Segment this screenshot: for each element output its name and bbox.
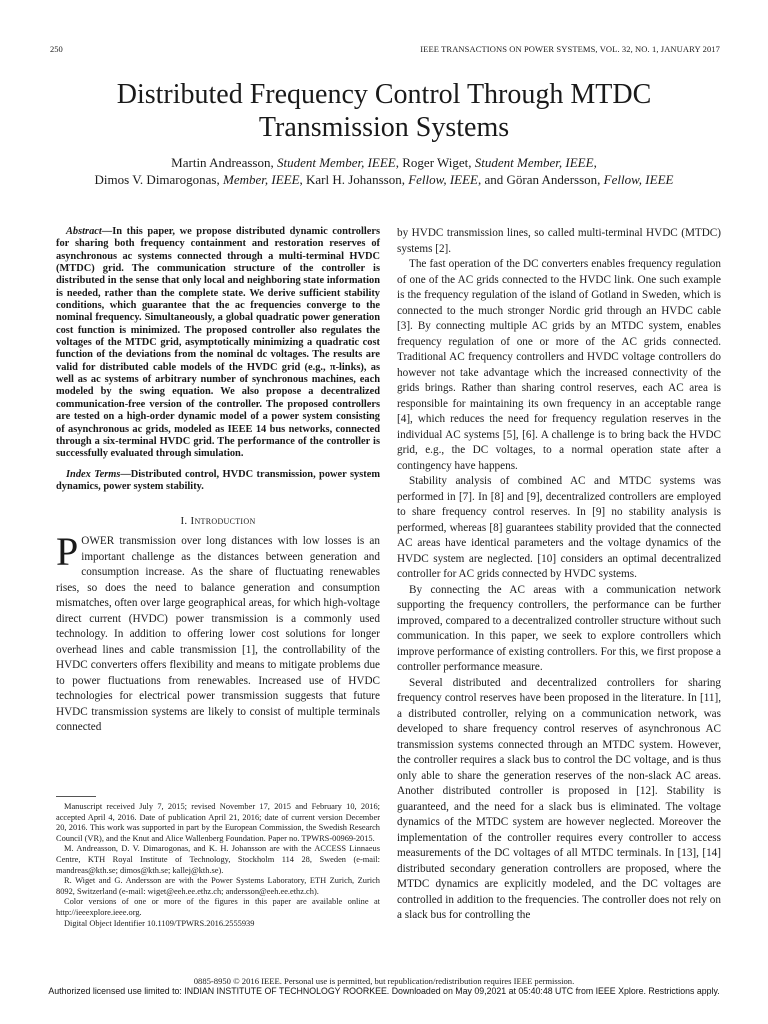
license-watermark: Authorized licensed use limited to: INDIAN INSTITUTE OF TECHNOLOGY ROORKEE. Downloaded on May 09,2021 at 05:40:48 UTC from IEEE Xplore. Restrictions apply. <box>48 986 720 996</box>
author-affiliation: Student Member, IEEE <box>276 155 396 170</box>
author-separator: , <box>593 155 597 170</box>
index-terms-label: Index Terms <box>66 468 121 480</box>
section-number: I. <box>180 515 191 528</box>
author-affiliation: Member, IEEE <box>222 172 300 187</box>
body-paragraph: Stability analysis of combined AC and MTDC systems was performed in [7]. In [8] and [9], decentralized controllers are employed to share frequency control reserves. In [9] no stability analysis is performed, whereas [8] guarantees stability provided that the connected AC areas have identical parameters and the voltage dynamics of the HVDC system are neglected. [10] considers an optimal decentralized controller for AC grids connected by HVDC systems. <box>397 475 721 580</box>
footnote-color-versions: Color versions of one or more of the figures in this paper are available online at http://ieeexplore.ieee.org. <box>56 897 380 917</box>
section-heading <box>56 515 380 527</box>
left-column <box>56 226 380 736</box>
body-paragraph: by HVDC transmission lines, so called multi-terminal HVDC (MTDC) systems [2]. <box>397 227 721 255</box>
body-paragraph: The fast operation of the DC converters enables frequency regulation of one of the AC grids connected to the HVDC link. One such example is the frequency regulation of the island of Gotland in Sweden, which is connected to the much stronger Nordic grid through an HVDC cable [3]. By connecting multiple AC grids by an MTDC system, enables frequency regulation of one or more of the AC grids connected. Traditional AC frequency controllers and HVDC voltage controllers do however not take advantage which the increased connectivity of the grids brings. Rather than sharing control reserves, each AC area is responsible for maintaining its own frequency in an acceptable range [4], which reduces the need for frequency regulation reserves in the individual AC systems [5], [6]. A challenge is to bring back the HVDC grid, e.g., the DC voltages, to a normal operation state after a contingency have happens. <box>397 258 721 472</box>
footnote-affiliation-kth: M. Andreasson, D. V. Dimarogonas, and K. H. Johansson are with the ACCESS Linnaeus Centre, KTH Royal Institute of Technology, Stockholm 114 28, Sweden (e-mail: mandreas@kth.se; dimos@kth.se; kallej@kth.se). <box>56 844 380 875</box>
author-list <box>40 154 728 188</box>
section-title: Introduction <box>190 515 256 528</box>
author-affiliation: Fellow, IEEE <box>603 172 674 187</box>
footnote-rule <box>56 796 96 797</box>
author-affiliation: Fellow, IEEE <box>408 172 478 187</box>
index-terms <box>56 469 380 494</box>
intro-text: OWER transmission over long distances with low losses is an important challenge as the distances between generation and consumption increase. As the share of fluctuating renewables rises, so does the need to balance generation and consumption mismatches, often over large geographical areas, for which high-voltage direct current (HVDC) power transmission is a commonly used technology. In addition to offering lower cost solutions for longer overhead lines and cable transmission [1], the controllability of the HVDC converters offers flexibility and means to mitigate problems due to power fluctuations from renewables. Increased use of HVDC technologies for electrical power transmission suggests that future HVDC transmission systems are likely to consist of multiple terminals connected <box>56 535 380 734</box>
index-terms-text: —Distributed control, HVDC transmission, power system dynamics, power system stability. <box>56 468 380 492</box>
abstract-text: —In this paper, we propose distributed dynamic controllers for sharing both frequency containment and restoration reserves of asynchronous ac systems connected through a multi-terminal HVDC (MTDC) grid. The communication structure of the controller is distributed in the sense that only local and neighboring state information is needed, rather than the complete state. We derive sufficient stability conditions, which guarantee that the ac frequencies converge to the nominal frequency. Simultaneously, a global quadratic power generation cost function is minimized. The proposed controller also regulates the voltages of the MTDC grid, asymptotically minimizing a quadratic cost function of the deviations from the nominal dc voltages. The results are valid for distributed cable models of the HVDC grid (e.g., π-links), as well as ac systems of arbitrary number of synchronous machines, each modeled by the swing equation. We also propose a decentralized communication-free version of the controller. The proposed controllers are tested on a high-order dynamic model of a power system consisting of asynchronous ac grids, modeled as IEEE 14 bus networks, connected through a six-terminal HVDC grid. The performance of the controller is successfully evaluated through simulation. <box>56 226 380 460</box>
author-name: Dimos V. Dimarogonas, <box>94 172 223 187</box>
body-paragraph: Several distributed and decentralized controllers for sharing frequency control reserves have been proposed in the literature. In [11], a distributed controller, relying on a communication network, was developed to share frequency control reserves of asynchronous AC transmission systems connected through an MTDC system. However, the controller requires a slack bus to control the DC voltage, and is thus only able to share the generation reserves of the non-slack AC areas. Another distributed controller is proposed in [12]. Stability is guaranteed, and the need for a slack bus is eliminated. The voltage dynamics of the MTDC system are however neglected. Moreover the implementation of the controller requires every controller to access measurements of the DC voltages of all MTDC terminals. In [13], [14] distributed secondary generation controllers are proposed, where the MTDC dynamics are explicitly modeled, and the DC voltages are controlled in addition to the frequencies. The controller does not rely on a slack bus for controlling the <box>397 676 721 921</box>
footnote-manuscript: Manuscript received July 7, 2015; revised November 17, 2015 and February 10, 2016; accepted April 4, 2016. Date of publication April 21, 2016; date of current version December 20, 2016. This work was supported in part by the European Commission, the Swedish Research Council (VR), and the Knut and Alice Wallenberg Foundation. Paper no. TPWRS-00969-2015. <box>56 802 380 843</box>
author-name: , and Göran Andersson, <box>478 172 604 187</box>
author-affiliation: Student Member, IEEE <box>474 155 594 170</box>
author-name: Martin Andreasson, <box>171 155 277 170</box>
intro-paragraph <box>56 529 380 736</box>
page-number: 250 <box>50 44 63 54</box>
abstract <box>56 226 380 461</box>
drop-cap: P <box>56 529 79 575</box>
abstract-label: Abstract <box>66 226 102 237</box>
author-name: , Karl H. Johansson, <box>299 172 409 187</box>
footnotes <box>56 802 380 929</box>
footnote-affiliation-eth: R. Wiget and G. Andersson are with the Power Systems Laboratory, ETH Zurich, Zurich 8092, Switzerland (e-mail: wiget@eeh.ee.ethz.ch; andersson@eeh.ee.ethz.ch). <box>56 876 380 896</box>
copyright-notice: 0885-8950 © 2016 IEEE. Personal use is permitted, but republication/redistribution requires IEEE permission. <box>193 976 575 986</box>
author-line-2 <box>40 171 728 188</box>
running-header: IEEE TRANSACTIONS ON POWER SYSTEMS, VOL. 32, NO. 1, JANUARY 2017 <box>420 44 720 54</box>
body-paragraph: By connecting the AC areas with a communication network supporting the frequency controllers, the performance can be further improved, compared to a decentralized controller structure without such communication. In this paper, we seek to explore controllers which improve performance of existing controllers. For this, we first propose a controller performance measure. <box>397 583 721 673</box>
footnote-doi: Digital Object Identifier 10.1109/TPWRS.2016.2555939 <box>64 918 255 928</box>
right-column <box>397 226 721 924</box>
paper-title: Distributed Frequency Control Through MTDC Transmission Systems <box>116 79 652 143</box>
author-name: , Roger Wiget, <box>395 155 475 170</box>
author-line-1 <box>40 154 728 171</box>
